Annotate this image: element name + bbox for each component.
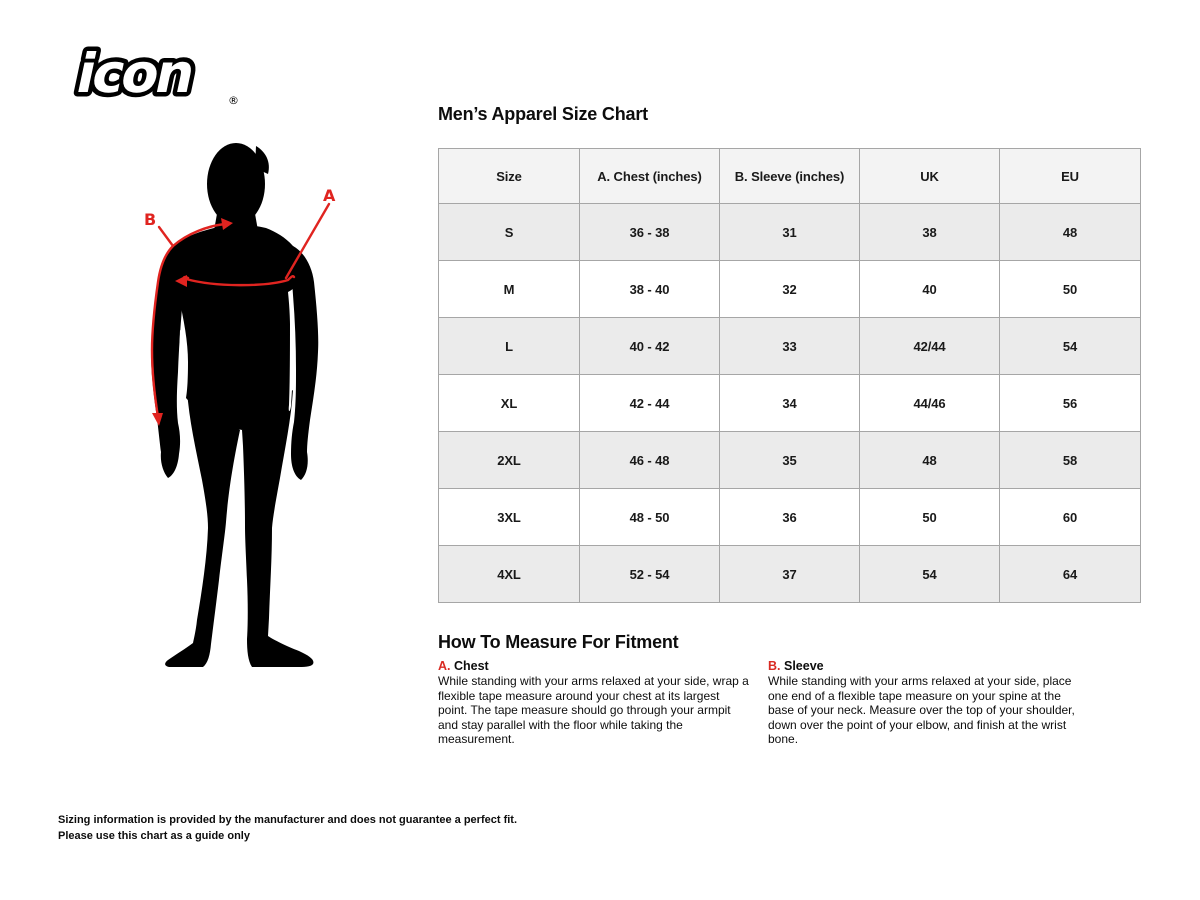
size-chart-table <box>438 148 1141 603</box>
sleeve-cell: 34 <box>720 375 860 432</box>
measure-chest-description: While standing with your arms relaxed at your side, wrap a flexible tape measure around your chest at its largest point. The tape measure should go through your armpit and stay parallel with the floor while taking the measurement. <box>438 674 749 747</box>
measure-chest-block <box>438 659 750 747</box>
measure-chest-letter: A. <box>438 659 451 673</box>
chest-cell: 48 - 50 <box>580 489 720 546</box>
column-header-uk: UK <box>860 149 1000 204</box>
chest-cell: 36 - 38 <box>580 204 720 261</box>
sleeve-cell: 36 <box>720 489 860 546</box>
chest-cell: 52 - 54 <box>580 546 720 603</box>
icon-brand-logo <box>56 44 266 110</box>
eu-cell: 48 <box>1000 204 1141 261</box>
table-row <box>439 489 1141 546</box>
uk-cell: 44/46 <box>860 375 1000 432</box>
chest-cell: 40 - 42 <box>580 318 720 375</box>
measure-section-title: How To Measure For Fitment <box>438 632 679 652</box>
column-header-eu: EU <box>1000 149 1141 204</box>
sleeve-cell: 32 <box>720 261 860 318</box>
size-cell: M <box>439 261 580 318</box>
uk-cell: 42/44 <box>860 318 1000 375</box>
icon-logo-text: icon <box>71 44 199 105</box>
eu-cell: 58 <box>1000 432 1141 489</box>
column-header-sleeve: B. Sleeve (inches) <box>720 149 860 204</box>
chest-cell: 46 - 48 <box>580 432 720 489</box>
sleeve-cell: 33 <box>720 318 860 375</box>
size-cell: S <box>439 204 580 261</box>
table-row <box>439 375 1141 432</box>
sleeve-cell: 35 <box>720 432 860 489</box>
table-row <box>439 318 1141 375</box>
measure-sleeve-name: Sleeve <box>783 659 824 673</box>
measurement-figure <box>60 130 420 690</box>
size-chart-title: Men’s Apparel Size Chart <box>438 104 648 124</box>
disclaimer-line-2: Please use this chart as a guide only <box>58 830 250 842</box>
disclaimer-line-1: Sizing information is provided by the manufacturer and does not guarantee a perfect fit. <box>58 814 518 826</box>
column-header-chest: A. Chest (inches) <box>580 149 720 204</box>
eu-cell: 54 <box>1000 318 1141 375</box>
size-cell: L <box>439 318 580 375</box>
sleeve-cell: 31 <box>720 204 860 261</box>
uk-cell: 50 <box>860 489 1000 546</box>
table-row <box>439 204 1141 261</box>
registered-trademark-symbol: ® <box>228 94 239 107</box>
measure-chest-heading <box>438 659 750 673</box>
eu-cell: 64 <box>1000 546 1141 603</box>
sleeve-pointer-line <box>159 227 173 246</box>
uk-cell: 40 <box>860 261 1000 318</box>
size-cell: 3XL <box>439 489 580 546</box>
figure-label-a: A <box>323 186 336 205</box>
size-cell: 4XL <box>439 546 580 603</box>
uk-cell: 38 <box>860 204 1000 261</box>
table-header-row <box>439 149 1141 204</box>
measure-sleeve-block <box>768 659 1080 747</box>
icon-logo-graphic <box>56 44 266 110</box>
measure-chest-name: Chest <box>453 659 489 673</box>
table-row <box>439 546 1141 603</box>
measure-sleeve-heading <box>768 659 1080 673</box>
eu-cell: 56 <box>1000 375 1141 432</box>
table-row <box>439 432 1141 489</box>
eu-cell: 50 <box>1000 261 1141 318</box>
man-silhouette <box>151 143 318 667</box>
sleeve-cell: 37 <box>720 546 860 603</box>
size-cell: 2XL <box>439 432 580 489</box>
disclaimer <box>58 812 578 844</box>
uk-cell: 54 <box>860 546 1000 603</box>
figure-label-b: B <box>144 210 157 229</box>
eu-cell: 60 <box>1000 489 1141 546</box>
size-cell: XL <box>439 375 580 432</box>
column-header-size: Size <box>439 149 580 204</box>
chest-cell: 42 - 44 <box>580 375 720 432</box>
measure-sleeve-letter: B. <box>768 659 781 673</box>
uk-cell: 48 <box>860 432 1000 489</box>
chest-cell: 38 - 40 <box>580 261 720 318</box>
table-row <box>439 261 1141 318</box>
measure-sleeve-description: While standing with your arms relaxed at your side, place one end of a flexible tape measure on your spine at the base of your neck. Measure over the top of your shoulder, down over the point of your elbow, and finish at the wrist bone. <box>768 674 1075 747</box>
